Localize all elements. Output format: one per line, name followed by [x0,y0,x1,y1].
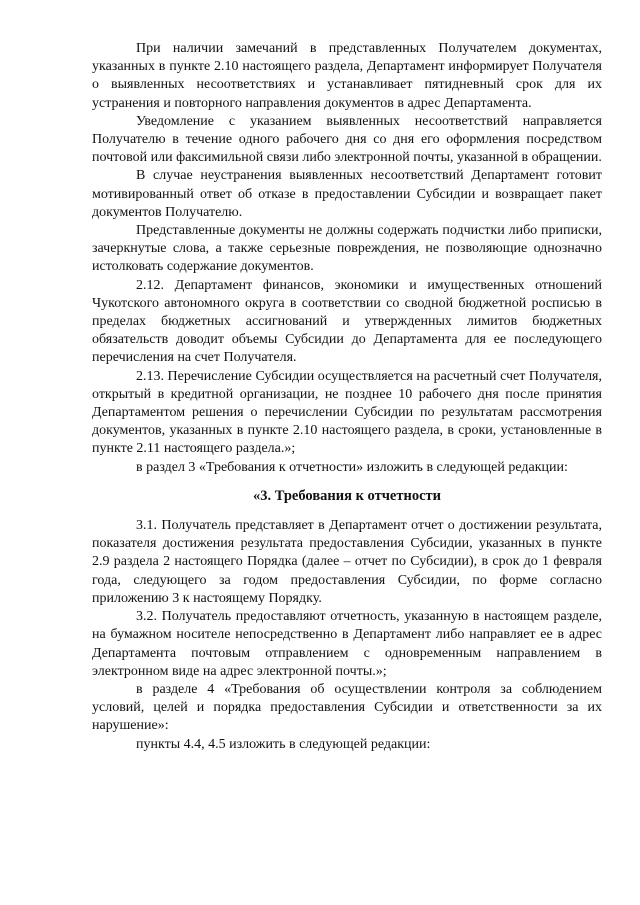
paragraph-3-2: 3.2. Получатель предоставляют отчетность, указанную в настоящем разделе, на бумажном носителе непосредственно в Департамент либо направляет ее в адрес Департамента почтовым отправлением с одновременным направлением в электронном виде на адрес электронной почты.»; [92,609,602,679]
paragraph-3-1: 3.1. Получатель представляет в Департамент отчет о достижении результата, показателя достижения результата предоставления Субсидии, указанных в пункте 2.9 раздела 2 настоящего Порядка (далее – отчет по Субсидии), в срок до 1 февраля года, следующего за годом предоставления Субсидии, по форме согласно приложению 3 к настоящему Порядку. [92,518,602,606]
section-heading: «3. Требования к отчетности [253,487,441,504]
paragraph-2-12: 2.12. Департамент финансов, экономики и имущественных отношений Чукотского автономного округа в соответствии со сводной бюджетной росписью в пределах бюджетных ассигнований и утвержденных лимитов бюджетных обязательств доводит объемы Субсидии до Департамента для ее последующего перечисления на счет Получателя. [92,277,602,366]
document-page [92,40,602,754]
paragraph-remarks-notice: При наличии замечаний в представленных Получателем документах, указанных в пункте 2.10 настоящего раздела, Департамент информирует Получателя о выявленных несоответствиях и устанавливает пятидневный срок для их устранения и повторного направления документов в адрес Департамента. [92,41,602,111]
paragraph-non-elimination: В случае неустранения выявленных несоответствий Департамент готовит мотивированный ответ об отказе в предоставлении Субсидии и возвращает пакет документов Получателю. [92,168,602,220]
paragraph-notification: Уведомление с указанием выявленных несоответствий направляется Получателю в течение одного рабочего дня со дня его оформления посредством почтовой или факсимильной связи либо электронной почты, указанной в обращении. [92,113,602,166]
paragraph-section-4-intro: в разделе 4 «Требования об осуществлении контроля за соблюдением условий, целей и порядка предоставления Субсидии и ответственности за их нарушение»: [92,681,602,734]
paragraph-section-3-intro: в раздел 3 «Требования к отчетности» изложить в следующей редакции: [136,459,568,475]
paragraph-document-requirements: Представленные документы не должны содержать подчистки либо приписки, зачеркнутые слова, а также серьезные повреждения, не позволяющие однозначно истолковать содержание документов. [92,223,602,275]
paragraph-2-13: 2.13. Перечисление Субсидии осуществляется на расчетный счет Получателя, открытый в кредитной организации, не позднее 10 рабочего дня после принятия Департаментом решения о перечислении Субсидии по результатам рассмотрения документов, указанных в пункте 2.10 настоящего раздела, в сроки, установленные в пункте 2.11 настоящего раздела.»; [92,368,602,457]
paragraph-items-4-4-4-5: пункты 4.4, 4.5 изложить в следующей редакции: [136,736,431,752]
